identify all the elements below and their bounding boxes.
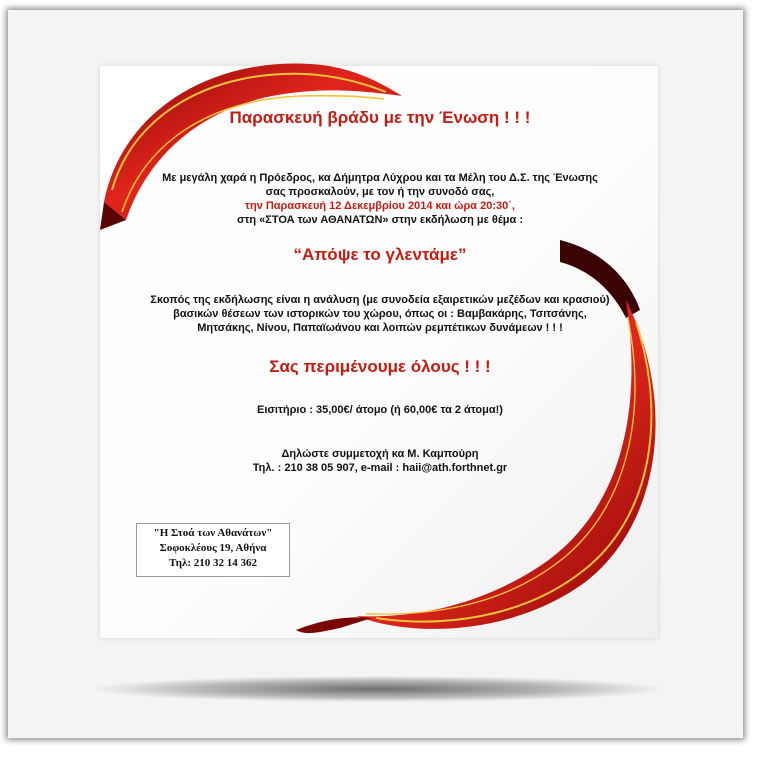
intro-line-1: Με μεγάλη χαρά η Πρόεδρος, κα Δήμητρα Λύχρου και τα Μέλη του Δ.Σ. της Ένωσης [162, 172, 598, 184]
venue-name: "Η Στοά των Αθανάτων" [153, 527, 273, 539]
invitation-title: Παρασκευή βράδυ με την Ένωση ! ! ! [229, 108, 531, 127]
event-slogan: “Απόψε το γλεντάμε” [293, 245, 467, 264]
venue-phone: Τηλ: 210 32 14 362 [168, 557, 258, 569]
venue-address: Σοφοκλέους 19, Αθήνα [159, 542, 267, 554]
event-venue-line: στη «ΣΤΟΑ των ΑΘΑΝΑΤΩΝ» στην εκδήλωση με θέμα : [236, 214, 524, 226]
purpose-line-3: Μητσάκης, Νίνου, Παπαϊωάνου και λοιπών ρεμπέτικων δυνάμεων ! ! ! [197, 322, 563, 334]
venue-info-box [136, 523, 290, 577]
ticket-price: Εισιτήριο : 35,00€/ άτομο (ή 60,00€ τα 2 άτομα!) [257, 404, 503, 416]
callout-heading: Σας περιμένουμε όλους ! ! ! [269, 357, 491, 376]
purpose-line-2: βασικών θέσεων των ιστορικών του χώρου, όπως οι : Βαμβακάρης, Τσιτσάνης, [173, 308, 587, 320]
intro-line-2: σας προσκαλούν, με τον ή την συνοδό σας, [265, 186, 495, 198]
rsvp-line: Δηλώστε συμμετοχή κα Μ. Καμπούρη [281, 448, 479, 460]
purpose-line-1: Σκοπός της εκδήλωσης είναι η ανάλυση (με συνοδεία εξαιρετικών μεζέδων και κρασιού) [150, 294, 610, 306]
contact-line: Τηλ. : 210 38 05 907, e-mail : haii@ath.forthnet.gr [252, 462, 508, 474]
event-date-line: την Παρασκευή 12 Δεκεμβρίου 2014 και ώρα 20:30΄, [245, 200, 515, 212]
